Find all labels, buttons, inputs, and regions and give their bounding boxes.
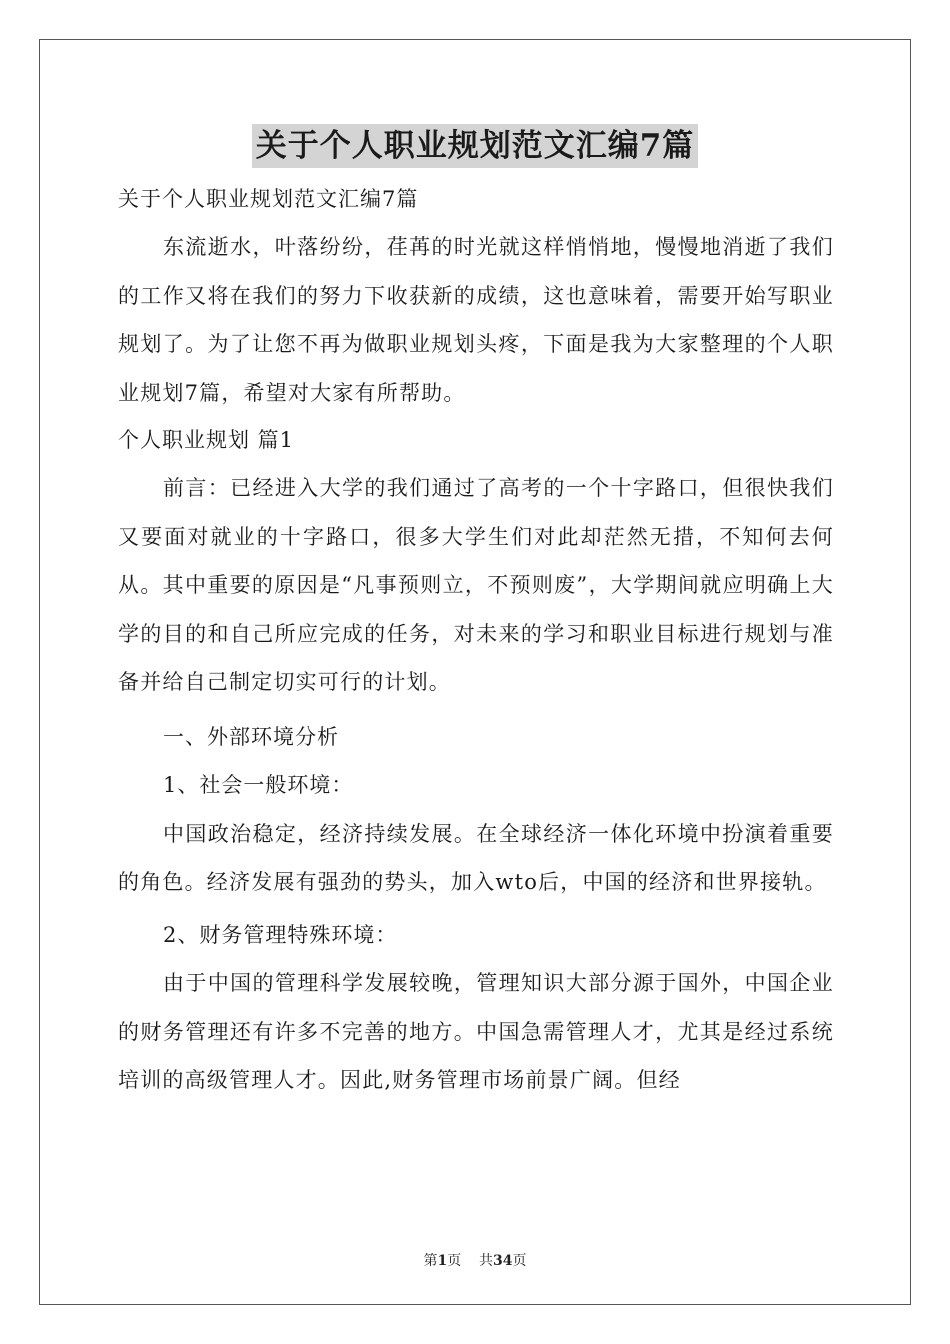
footer-page-prefix: 第 [423, 1253, 438, 1269]
subtitle-line: 关于个人职业规划范文汇编7篇 [118, 187, 419, 211]
heading-social-environment: 1、社会一般环境： [163, 773, 354, 797]
heading-finance-environment: 2、财务管理特殊环境： [163, 922, 398, 947]
intro-paragraph: 东流逝水，叶落纷纷，荏苒的时光就这样悄悄地，慢慢地消逝了我们的工作又将在我们的努力下收获新的成绩，这也意味着，需要开始写职业规划了。为了让您不再为做职业规划头疼，下面是我为大家整理的个人职业规划7篇，希望对大家有所帮助。 [118, 235, 834, 405]
document-title: 关于个人职业规划范文汇编7篇 [252, 124, 699, 168]
section-heading: 个人职业规划 篇1 [118, 428, 295, 452]
footer-page-suffix: 页 [447, 1253, 462, 1269]
footer-total-prefix: 共 [479, 1253, 494, 1269]
footer-page-number: 1 [437, 1253, 448, 1269]
heading-external-analysis: 一、外部环境分析 [163, 724, 339, 749]
footer-total-pages: 34 [493, 1253, 513, 1269]
finance-environment-paragraph: 由于中国的管理科学发展较晚，管理知识大部分源于国外，中国企业的财务管理还有许多不完善的地方。中国急需管理人才，尤其是经过系统培训的高级管理人才。因此,财务管理市场前景广阔。但经 [118, 971, 834, 1092]
page-footer [0, 1252, 950, 1270]
title-wrap [0, 124, 950, 168]
footer-total-suffix: 页 [512, 1253, 527, 1269]
social-environment-paragraph: 中国政治稳定，经济持续发展。在全球经济一体化环境中扮演着重要的角色。经济发展有强劲的势头，加入wto后，中国的经济和世界接轨。 [118, 821, 834, 894]
preface-paragraph: 前言：已经进入大学的我们通过了高考的一个十字路口，但很快我们又要面对就业的十字路口，很多大学生们对此却茫然无措，不知何去何从。其中重要的原因是“凡事预则立，不预则废”，大学期间就应明确上大学的目的和自己所应完成的任务，对未来的学习和职业目标进行规划与准备并给自己制定切实可行的计划。 [118, 476, 834, 694]
document-body [118, 180, 834, 1105]
